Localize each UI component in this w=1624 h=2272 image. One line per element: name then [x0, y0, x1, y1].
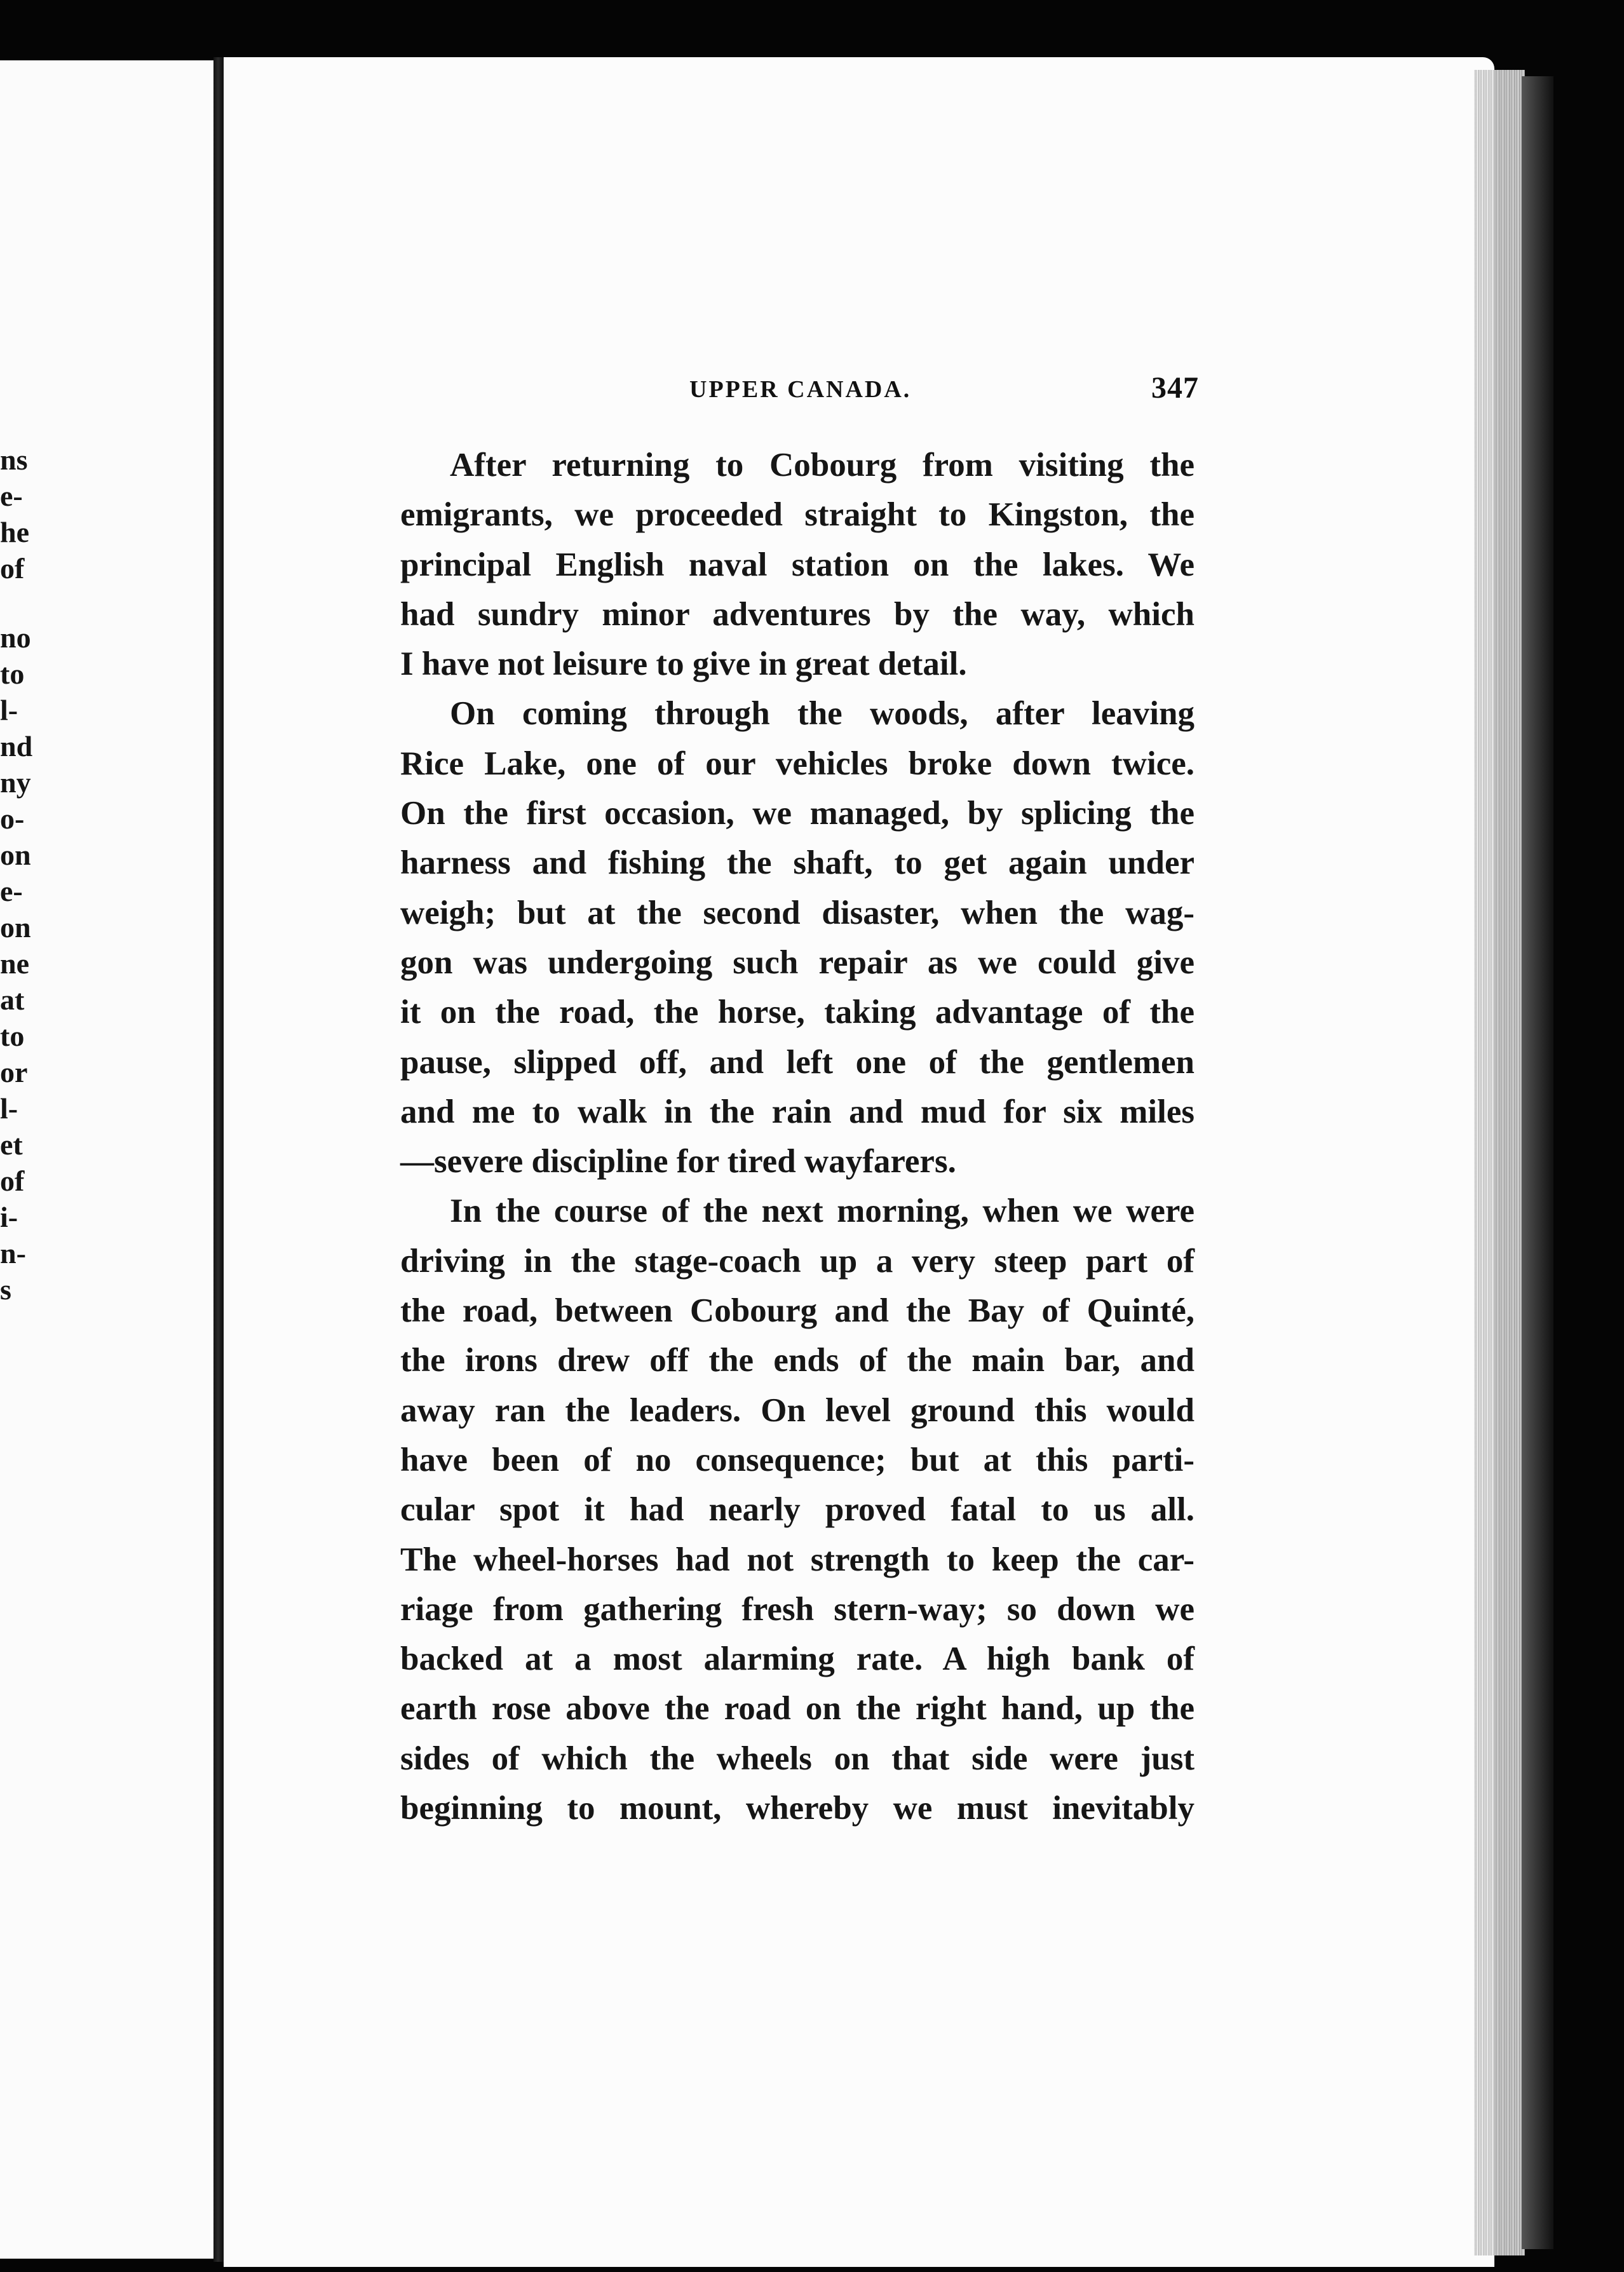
text-line: beginning to mount, whereby we must inevitably	[400, 1790, 1194, 1827]
left-fragment: at	[0, 984, 25, 1016]
page-edge-shadow	[1522, 76, 1553, 2249]
text-line: the irons drew off the ends of the main bar, and	[400, 1342, 1194, 1379]
text-line: The wheel-horses had not strength to keep the car-	[400, 1541, 1194, 1578]
page-edges	[1474, 70, 1525, 2255]
left-facing-page	[0, 60, 216, 2259]
paragraph-3	[400, 1186, 1194, 1833]
left-page-text-fragments	[0, 442, 76, 1308]
text-line: earth rose above the road on the right hand, up the	[400, 1690, 1194, 1728]
text-line: riage from gathering fresh stern-way; so down we	[400, 1590, 1194, 1628]
left-fragment: l-	[0, 694, 18, 726]
left-fragment: of	[0, 552, 25, 585]
text-line: it on the road, the horse, taking advantage of the	[400, 994, 1194, 1031]
left-fragment: ns	[0, 443, 28, 476]
text-line: emigrants, we proceeded straight to Kingston, the	[400, 496, 1194, 534]
left-fragment: on	[0, 911, 31, 943]
left-fragment: of	[0, 1165, 25, 1197]
text-line: principal English naval station on the lakes. We	[400, 546, 1194, 583]
page-number: 347	[1151, 371, 1199, 405]
left-fragment: nd	[0, 730, 33, 762]
text-line: Rice Lake, one of our vehicles broke down twice.	[400, 745, 1194, 782]
left-fragment: or	[0, 1056, 28, 1088]
text-line: —severe discipline for tired wayfarers.	[400, 1143, 956, 1180]
left-fragment: e-	[0, 480, 23, 512]
text-line: In the course of the next morning, when we were	[450, 1193, 1194, 1230]
text-line: After returning to Cobourg from visiting the	[450, 447, 1194, 483]
text-line: pause, slipped off, and left one of the gentlemen	[400, 1043, 1194, 1081]
text-line: cular spot it had nearly proved fatal to us all.	[400, 1491, 1194, 1529]
left-fragment: i-	[0, 1201, 18, 1233]
text-line: have been of no consequence; but at this parti-	[400, 1441, 1194, 1478]
text-line: had sundry minor adventures by the way, which	[400, 595, 1194, 633]
text-line: weigh; but at the second disaster, when the wag-	[400, 894, 1194, 931]
running-title: UPPER CANADA.	[689, 376, 912, 403]
paragraph-2	[400, 689, 1194, 1186]
text-line: On the first occasion, we managed, by splicing the	[400, 795, 1194, 832]
text-line: I have not leisure to give in great detail.	[400, 646, 967, 683]
text-line: On coming through the woods, after leaving	[450, 695, 1194, 733]
left-fragment: no	[0, 621, 31, 654]
left-fragment: to	[0, 658, 25, 690]
text-line: harness and fishing the shaft, to get again under	[400, 844, 1194, 882]
left-fragment: e-	[0, 875, 23, 907]
left-fragment: et	[0, 1128, 23, 1161]
text-line: and me to walk in the rain and mud for six miles	[400, 1093, 1194, 1130]
left-fragment: to	[0, 1020, 25, 1052]
left-fragment: ne	[0, 947, 29, 980]
body-text	[400, 440, 1194, 1833]
text-line: gon was undergoing such repair as we could give	[400, 943, 1194, 981]
text-line: sides of which the wheels on that side were just	[400, 1740, 1194, 1777]
text-line: driving in the stage-coach up a very steep part of	[400, 1242, 1194, 1280]
left-fragment: l-	[0, 1092, 18, 1125]
left-fragment: ny	[0, 766, 31, 799]
text-line: the road, between Cobourg and the Bay of Quinté,	[400, 1292, 1194, 1330]
running-header	[689, 370, 1210, 409]
left-fragment: he	[0, 516, 29, 548]
paragraph-1	[400, 440, 1194, 689]
text-line: away ran the leaders. On level ground this would	[400, 1391, 1194, 1429]
left-fragment: s	[0, 1273, 11, 1306]
left-fragment: on	[0, 839, 31, 871]
left-fragment: o-	[0, 802, 25, 835]
text-line: backed at a most alarming rate. A high bank of	[400, 1640, 1194, 1678]
left-fragment: n-	[0, 1237, 26, 1269]
left-fragment	[0, 586, 76, 619]
